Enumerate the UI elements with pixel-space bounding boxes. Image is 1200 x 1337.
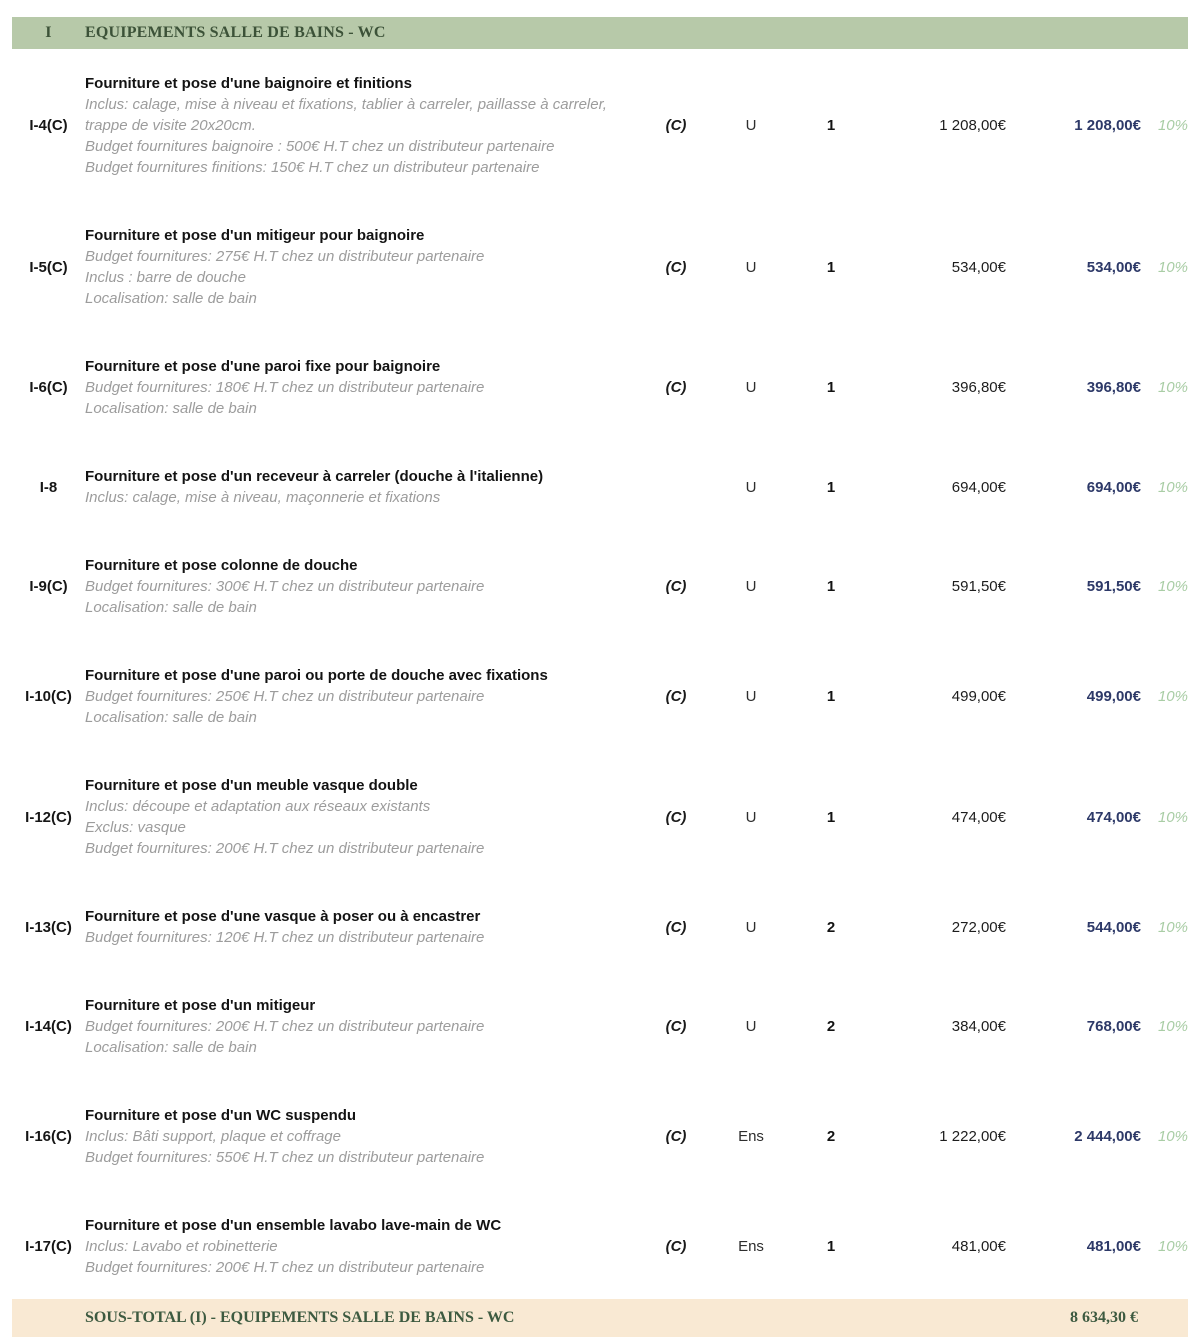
item-type-flag: (C) xyxy=(665,1128,687,1145)
table-row xyxy=(12,73,1188,178)
item-main-cell xyxy=(85,356,640,419)
item-unit: U xyxy=(745,1018,757,1035)
item-quantity: 1 xyxy=(826,578,836,595)
item-description-line: Budget fournitures: 200€ H.T chez un distributeur partenaire xyxy=(85,1018,485,1035)
table-row xyxy=(12,225,1188,309)
subtotal-amount: 8 634,30 € xyxy=(1070,1309,1138,1326)
item-description-line: Budget fournitures baignoire : 500€ H.T chez un distributeur partenaire xyxy=(85,138,555,155)
item-vat-rate: 10% xyxy=(1157,379,1188,396)
item-description-line: Budget fournitures: 180€ H.T chez un distributeur partenaire xyxy=(85,379,485,396)
item-total-price: 474,00€ xyxy=(1086,808,1141,826)
item-quantity: 1 xyxy=(826,688,836,705)
item-main-cell xyxy=(85,225,640,309)
item-description-line: Localisation: salle de bain xyxy=(85,290,257,307)
item-title: Fourniture et pose d'une baignoire et finitions xyxy=(85,75,412,92)
item-unit-price: 396,80€ xyxy=(951,379,1006,396)
item-code: I-8 xyxy=(39,478,58,496)
item-main-cell xyxy=(85,555,640,618)
item-description-line: Inclus: calage, mise à niveau, maçonnerie et fixations xyxy=(85,489,441,506)
item-unit-price: 534,00€ xyxy=(951,258,1006,276)
quote-section-page xyxy=(12,0,1188,1337)
item-unit-price: 591,50€ xyxy=(951,578,1006,595)
item-title: Fourniture et pose d'un WC suspendu xyxy=(85,1107,357,1124)
table-row xyxy=(12,1105,1188,1168)
item-quantity: 1 xyxy=(826,117,836,134)
item-main-cell xyxy=(85,775,640,859)
item-vat-rate: 10% xyxy=(1157,688,1188,705)
item-description-line: Exclus: vasque xyxy=(85,819,186,836)
item-unit-price: 499,00€ xyxy=(951,688,1006,705)
items-list xyxy=(12,49,1188,1299)
item-vat-rate: 10% xyxy=(1157,808,1188,826)
item-unit: U xyxy=(745,808,757,826)
item-main-cell xyxy=(85,665,640,728)
item-type-flag: (C) xyxy=(665,1238,687,1255)
item-main-cell xyxy=(85,1105,640,1168)
item-title: Fourniture et pose d'une paroi ou porte de douche avec fixations xyxy=(85,667,548,684)
item-code: I-17(C) xyxy=(25,1238,72,1255)
item-unit: U xyxy=(745,258,757,276)
item-quantity: 1 xyxy=(826,258,836,276)
item-total-price: 768,00€ xyxy=(1086,1018,1141,1035)
item-type-flag: (C) xyxy=(665,258,687,276)
item-title: Fourniture et pose d'un meuble vasque double xyxy=(85,777,418,794)
item-total-price: 694,00€ xyxy=(1086,478,1141,496)
item-type-flag: (C) xyxy=(665,1018,687,1035)
section-header-bar xyxy=(12,17,1188,49)
item-unit: U xyxy=(745,688,757,705)
table-row xyxy=(12,995,1188,1058)
item-type-flag: (C) xyxy=(665,117,687,134)
item-code: I-14(C) xyxy=(25,1018,72,1035)
item-title: Fourniture et pose colonne de douche xyxy=(85,557,358,574)
item-unit: Ens xyxy=(738,1128,764,1145)
item-unit-price: 384,00€ xyxy=(951,1018,1006,1035)
item-code: I-13(C) xyxy=(25,918,72,936)
item-type-flag: (C) xyxy=(665,918,687,936)
item-descriptions xyxy=(85,377,626,419)
item-unit-price: 474,00€ xyxy=(951,808,1006,826)
item-title: Fourniture et pose d'une vasque à poser ou à encastrer xyxy=(85,908,481,925)
item-title: Fourniture et pose d'un mitigeur xyxy=(85,997,316,1014)
table-row xyxy=(12,906,1188,948)
item-description-line: Inclus: Lavabo et robinetterie xyxy=(85,1238,278,1255)
item-descriptions xyxy=(85,487,626,508)
item-description-line: Localisation: salle de bain xyxy=(85,1039,257,1056)
item-description-line: Localisation: salle de bain xyxy=(85,400,257,417)
section-title: EQUIPEMENTS SALLE DE BAINS - WC xyxy=(85,24,386,41)
item-description-line: Localisation: salle de bain xyxy=(85,599,257,616)
table-row xyxy=(12,555,1188,618)
item-quantity: 1 xyxy=(826,808,836,826)
item-descriptions xyxy=(85,1236,626,1278)
item-title: Fourniture et pose d'un mitigeur pour baignoire xyxy=(85,227,425,244)
item-quantity: 2 xyxy=(826,1128,836,1145)
table-row xyxy=(12,356,1188,419)
item-main-cell xyxy=(85,1215,640,1278)
item-description-line: Localisation: salle de bain xyxy=(85,709,257,726)
item-vat-rate: 10% xyxy=(1157,1238,1188,1255)
item-vat-rate: 10% xyxy=(1157,478,1188,496)
item-total-price: 534,00€ xyxy=(1086,258,1141,276)
item-description-line: Budget fournitures: 275€ H.T chez un distributeur partenaire xyxy=(85,248,485,265)
item-vat-rate: 10% xyxy=(1157,918,1188,936)
item-unit-price: 694,00€ xyxy=(951,478,1006,496)
item-descriptions xyxy=(85,1126,626,1168)
item-quantity: 1 xyxy=(826,478,836,496)
item-code: I-9(C) xyxy=(29,578,68,595)
item-total-price: 499,00€ xyxy=(1086,688,1141,705)
item-unit-price: 272,00€ xyxy=(951,918,1006,936)
item-unit: U xyxy=(745,918,757,936)
item-description-line: Inclus: découpe et adaptation aux réseaux existants xyxy=(85,798,431,815)
item-description-line: Budget fournitures: 120€ H.T chez un distributeur partenaire xyxy=(85,929,485,946)
item-main-cell xyxy=(85,73,640,178)
item-unit: U xyxy=(745,478,757,496)
item-description-line: Budget fournitures: 200€ H.T chez un distributeur partenaire xyxy=(85,840,485,857)
item-quantity: 2 xyxy=(826,1018,836,1035)
item-main-cell xyxy=(85,995,640,1058)
item-code: I-16(C) xyxy=(25,1128,72,1145)
item-title: Fourniture et pose d'un ensemble lavabo lave-main de WC xyxy=(85,1217,502,1234)
item-descriptions xyxy=(85,796,626,859)
item-vat-rate: 10% xyxy=(1157,1018,1188,1035)
item-description-line: Inclus: calage, mise à niveau et fixations, tablier à carreler, paillasse à carreler, trappe de visite 20x20cm. xyxy=(85,96,607,134)
item-total-price: 2 444,00€ xyxy=(1074,1128,1141,1145)
item-descriptions xyxy=(85,686,626,728)
item-main-cell xyxy=(85,906,640,948)
item-unit: U xyxy=(745,379,757,396)
item-main-cell xyxy=(85,466,640,508)
item-descriptions xyxy=(85,576,626,618)
item-descriptions xyxy=(85,1016,626,1058)
item-description-line: Budget fournitures: 250€ H.T chez un distributeur partenaire xyxy=(85,688,485,705)
item-code: I-6(C) xyxy=(29,379,68,396)
item-description-line: Budget fournitures: 200€ H.T chez un distributeur partenaire xyxy=(85,1259,485,1276)
item-vat-rate: 10% xyxy=(1157,258,1188,276)
item-total-price: 396,80€ xyxy=(1086,379,1141,396)
item-quantity: 1 xyxy=(826,379,836,396)
item-total-price: 591,50€ xyxy=(1086,578,1141,595)
item-descriptions xyxy=(85,246,626,309)
item-description-line: Inclus : barre de douche xyxy=(85,269,246,286)
subtotal-bar xyxy=(12,1299,1188,1337)
item-type-flag: (C) xyxy=(665,578,687,595)
item-title: Fourniture et pose d'une paroi fixe pour baignoire xyxy=(85,358,441,375)
section-index: I xyxy=(45,24,52,41)
subtotal-label: SOUS-TOTAL (I) - EQUIPEMENTS SALLE DE BAINS - WC xyxy=(85,1309,515,1326)
item-code: I-10(C) xyxy=(25,688,72,705)
item-unit: Ens xyxy=(738,1238,764,1255)
item-description-line: Inclus: Bâti support, plaque et coffrage xyxy=(85,1128,341,1145)
table-row xyxy=(12,466,1188,508)
item-type-flag: (C) xyxy=(665,688,687,705)
table-row xyxy=(12,665,1188,728)
item-quantity: 2 xyxy=(826,918,836,936)
item-vat-rate: 10% xyxy=(1157,1128,1188,1145)
item-code: I-4(C) xyxy=(29,117,68,134)
item-code: I-12(C) xyxy=(25,808,72,826)
item-unit-price: 481,00€ xyxy=(951,1238,1006,1255)
item-code: I-5(C) xyxy=(29,258,68,276)
item-unit-price: 1 208,00€ xyxy=(939,117,1006,134)
item-quantity: 1 xyxy=(826,1238,836,1255)
item-total-price: 481,00€ xyxy=(1086,1238,1141,1255)
item-type-flag: (C) xyxy=(665,808,687,826)
item-title: Fourniture et pose d'un receveur à carreler (douche à l'italienne) xyxy=(85,468,544,485)
item-description-line: Budget fournitures: 300€ H.T chez un distributeur partenaire xyxy=(85,578,485,595)
item-total-price: 1 208,00€ xyxy=(1074,117,1141,134)
item-total-price: 544,00€ xyxy=(1086,918,1141,936)
table-row xyxy=(12,1215,1188,1278)
item-description-line: Budget fournitures: 550€ H.T chez un distributeur partenaire xyxy=(85,1149,485,1166)
item-vat-rate: 10% xyxy=(1157,117,1188,134)
item-vat-rate: 10% xyxy=(1157,578,1188,595)
item-type-flag: (C) xyxy=(665,379,687,396)
item-unit-price: 1 222,00€ xyxy=(939,1128,1006,1145)
table-row xyxy=(12,775,1188,859)
item-unit: U xyxy=(745,578,757,595)
item-descriptions xyxy=(85,927,626,948)
item-description-line: Budget fournitures finitions: 150€ H.T chez un distributeur partenaire xyxy=(85,159,540,176)
item-descriptions xyxy=(85,94,626,178)
item-unit: U xyxy=(745,117,757,134)
